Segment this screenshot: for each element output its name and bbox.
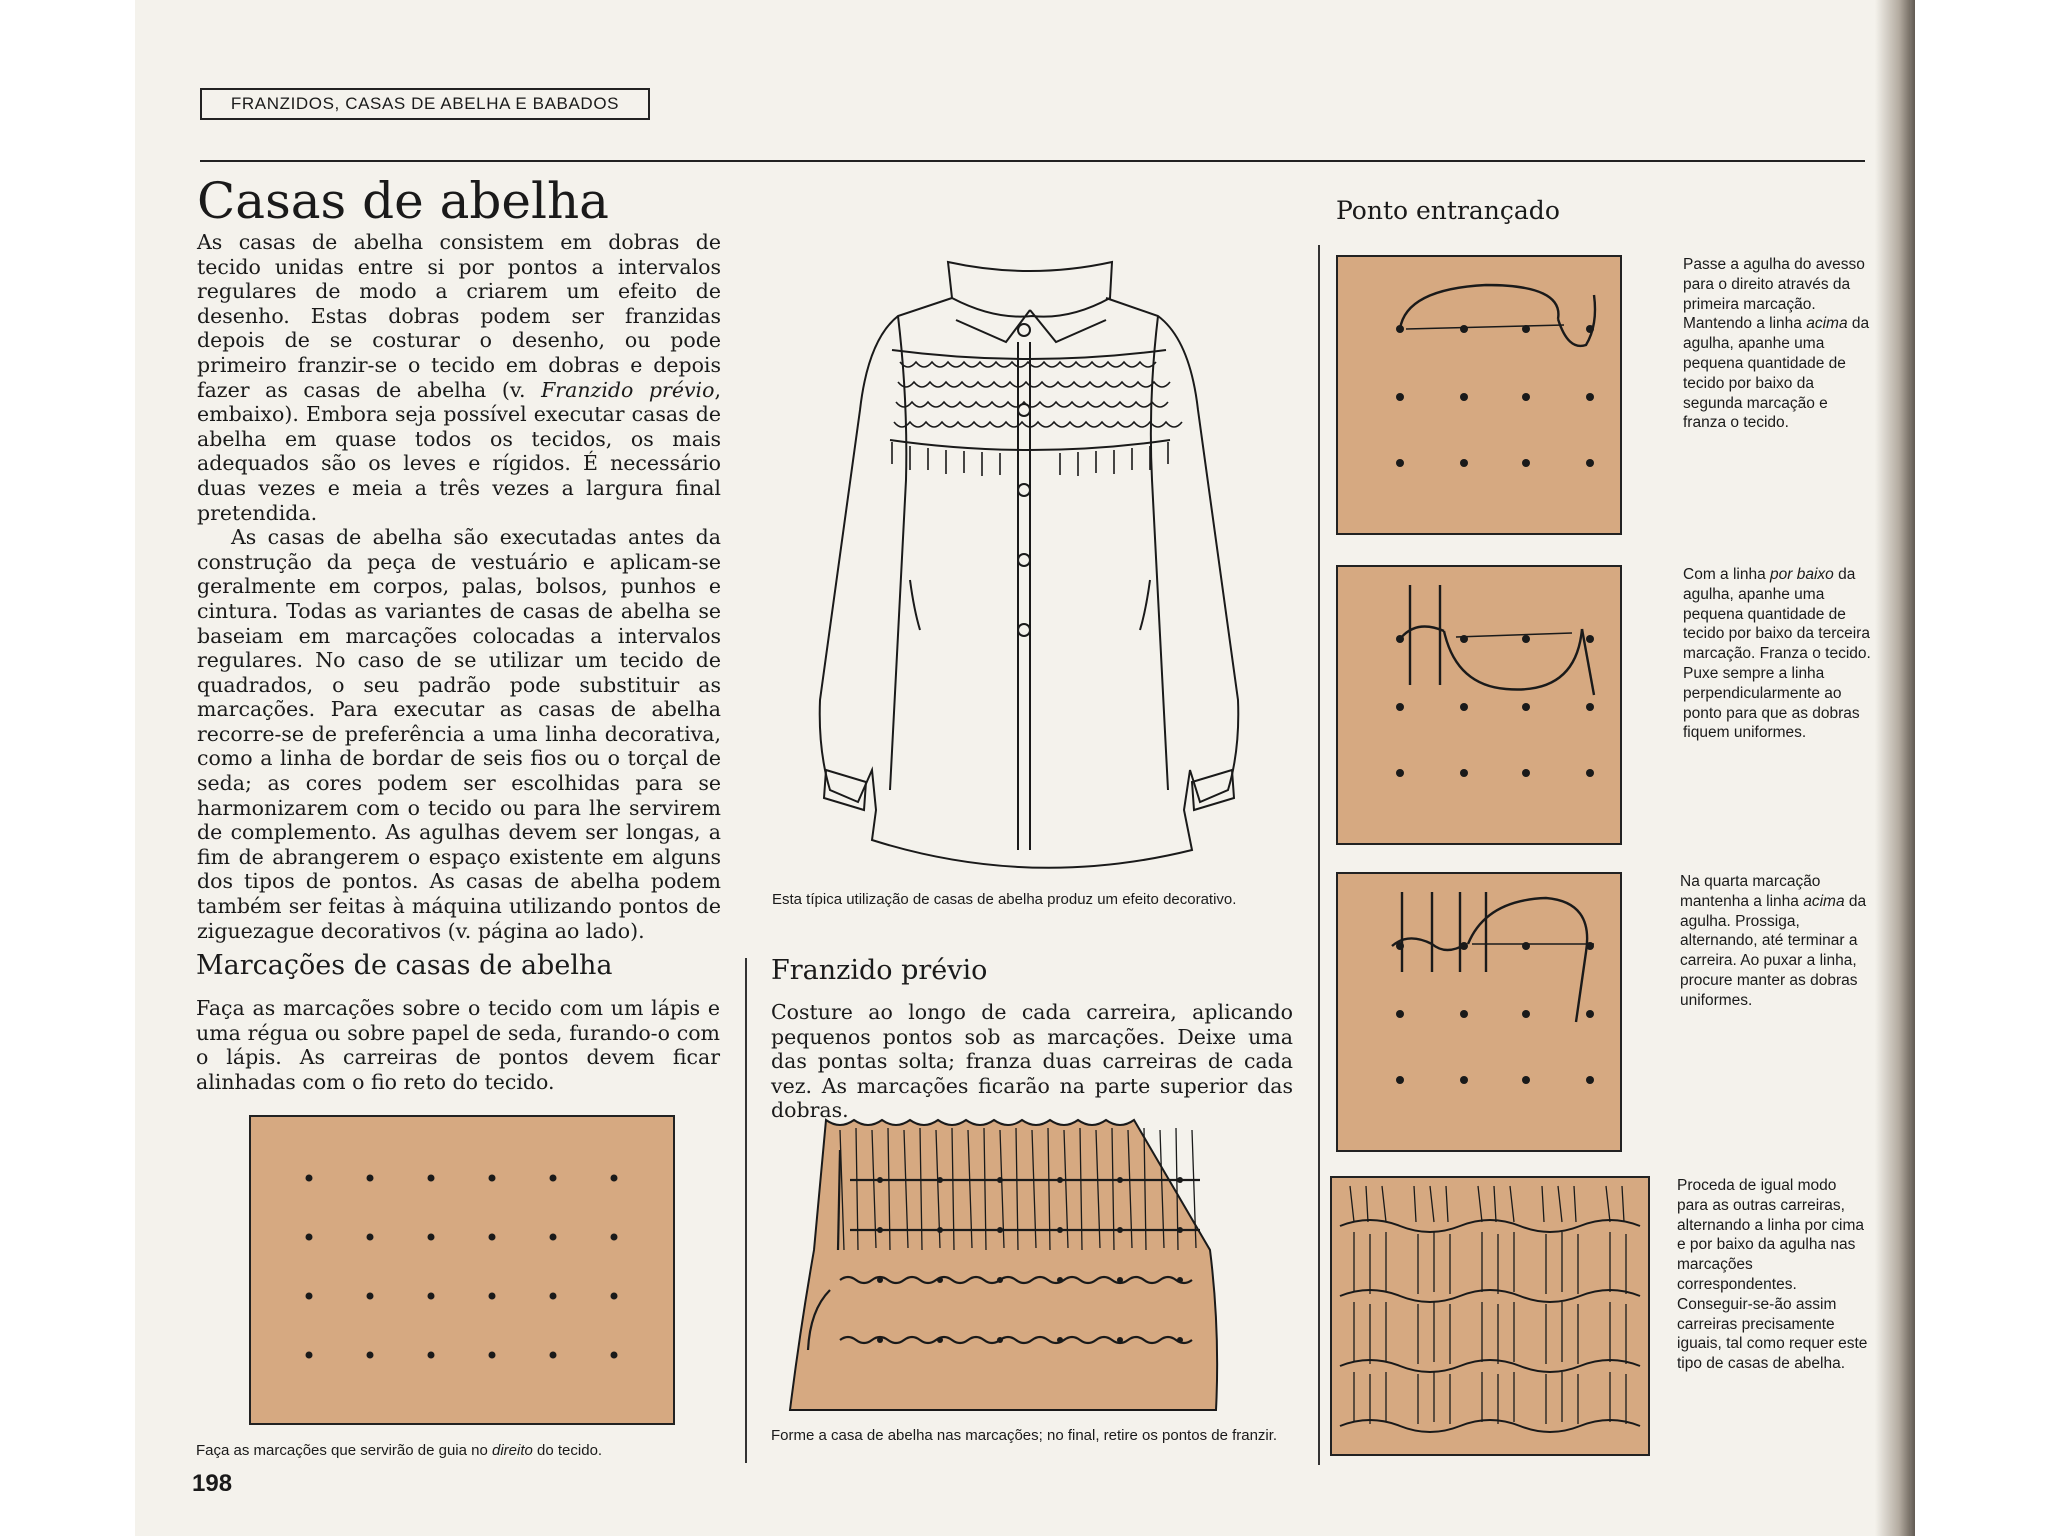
stitch-step-1-text: Passe a agulha do avesso para o direito através da primeira marcação. Mantendo a linha acima da agulha, apanhe uma pequena quantidade de tecido por baixo da segunda marcação e franza o tecido.: [1683, 256, 1870, 432]
page-title: Casas de abelha: [197, 172, 609, 230]
stitch-step-4-figure: [1330, 1176, 1650, 1456]
gathered-fabric-caption: Forme a casa de abelha nas marcações; no final, retire os pontos de franzir.: [771, 1427, 1278, 1444]
stitch-step-2-text: Com a linha por baixo da agulha, apanhe uma pequena quantidade de tecido por baixo da terceira marcação. Franza o tecido. Puxe sempre a linha perpendicularmente ao ponto para que as dobras fiquem uniformes.: [1683, 566, 1871, 742]
stitch-step-3-text: Na quarta marcação mantenha a linha acima da agulha. Prossiga, alternando, até terminar a carreira. Ao puxar a linha, procure manter as dobras uniformes.: [1680, 873, 1867, 1009]
franzido-text: Costure ao longo de cada carreira, aplicando pequenos pontos sob as marcações. Deixe uma das pontas solta; franza duas carreiras de cada vez. As marcações ficarão na parte superior das dobras.: [771, 1000, 1293, 1123]
stitch-step-1-figure: [1336, 255, 1622, 535]
stitch-step-4-text: Proceda de igual modo para as outras carreiras, alternando a linha por cima e por baixo da agulha nas marcações correspondentes. Conseguir-se-ão assim carreiras precisamente iguais, tal como requer este tipo de casas de abelha.: [1677, 1177, 1868, 1373]
franzido-heading: Franzido prévio: [771, 955, 988, 986]
page-number: 198: [192, 1470, 233, 1497]
section-header: FRANZIDOS, CASAS DE ABELHA E BABADOS: [200, 88, 650, 120]
intro-paragraph-2: As casas de abelha são executadas antes da construção da peça de vestuário e aplicam-se geralmente em corpos, palas, bolsos, punhos e cintura. Todas as variantes de casas de abelha se baseiam em marcações colocadas a intervalos regulares. No caso de se utilizar um tecido de quadrados, o seu padrão pode substituir as marcações. Para executar as casas de abelha recorre-se de preferência a uma linha decorativa, como a linha de bordar de seis fios ou o torçal de seda; as cores podem ser escolhidas para se harmonizarem com o tecido ou para lhe servirem de complemento. As agulhas devem ser longas, a fim de abrangerem o espaço existente em alguns dos tipos de pontos. As casas de abelha podem também ser feitas à máquina utilizando pontos de ziguezague decorativos (v. página ao lado).: [197, 525, 721, 943]
smocked-blouse-illustration: [780, 250, 1280, 880]
marcacoes-heading: Marcações de casas de abelha: [196, 950, 613, 981]
marcacoes-text: Faça as marcações sobre o tecido com um lápis e uma régua ou sobre papel de seda, furando-o com o lápis. As carreiras de pontos devem ficar alinhadas com o fio reto do tecido.: [196, 996, 720, 1094]
book-gutter: [1875, 0, 1915, 1536]
gathered-fabric-figure: [780, 1110, 1300, 1430]
marking-grid-caption: Faça as marcações que servirão de guia no direito do tecido.: [196, 1442, 603, 1459]
stitch-step-3-figure: [1336, 872, 1622, 1152]
intro-paragraph-1: As casas de abelha consistem em dobras de tecido unidas entre si por pontos a intervalos regulares de modo a criarem um efeito de desenho. Estas dobras podem ser franzidas depois de se costurar o desenho, ou pode primeiro franzir-se o tecido em dobras e depois fazer as casas de abelha (v. Franzido prévio, embaixo). Embora seja possível executar casas de abelha em quase todos os tecidos, os mais adequados são os leves e rígidos. É necessário duas vezes e meia a três vezes a largura final pretendida.: [197, 230, 721, 525]
ponto-heading: Ponto entrançado: [1336, 196, 1560, 225]
header-rule: [200, 160, 1865, 162]
column-divider-1: [745, 958, 747, 1463]
intro-text: [197, 230, 721, 943]
column-divider-2: [1318, 245, 1320, 1465]
marking-grid-figure: [249, 1115, 675, 1425]
blouse-caption: Esta típica utilização de casas de abelha produz um efeito decorativo.: [772, 891, 1237, 908]
stitch-step-2-figure: [1336, 565, 1622, 845]
